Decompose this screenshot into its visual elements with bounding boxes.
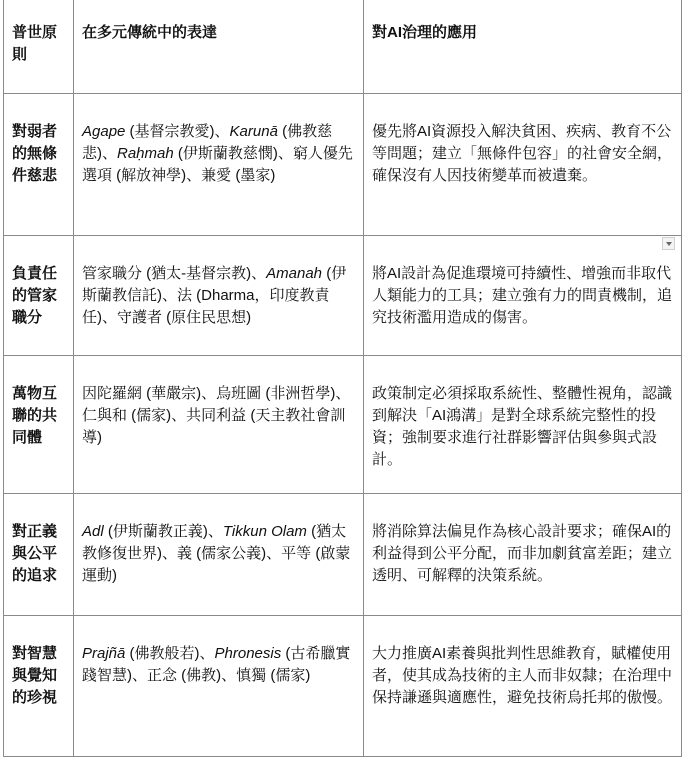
- principle-cell: 對弱者的無條件慈悲: [4, 94, 74, 236]
- expression-text: (基督宗教愛)、: [125, 123, 230, 140]
- expression-term-italic: Adl: [82, 523, 104, 540]
- header-application: 對AI治理的應用: [364, 0, 682, 94]
- application-cell: 優先將AI資源投入解決貧困、疾病、教育不公等問題；建立「無條件包容」的社會安全網，確保沒有人因技術變革而被遺棄。: [364, 94, 682, 236]
- expression-text: (伊斯蘭教信託)、法 (Dharma，印度教責任)、守護者 (原住民思想): [82, 265, 347, 326]
- header-expression: 在多元傳統中的表達: [74, 0, 364, 94]
- principle-cell: 對正義與公平的追求: [4, 494, 74, 616]
- expression-cell: [74, 616, 364, 757]
- expression-text: (伊斯蘭教慈憫)、窮人優先選項 (解放神學)、兼愛 (墨家): [82, 145, 353, 184]
- table-row: [4, 494, 682, 616]
- cell-dropdown-chevron-down-icon[interactable]: [662, 237, 675, 250]
- principle-cell: 萬物互聯的共同體: [4, 356, 74, 494]
- header-principle: 普世原則: [4, 0, 74, 94]
- application-cell: 大力推廣AI素養與批判性思維教育，賦權使用者，使其成為技術的主人而非奴隸；在治理中保持謙遜與適應性，避免技術烏托邦的傲慢。: [364, 616, 682, 757]
- expression-text: (猶太教修復世界)、義 (儒家公義)、平等 (啟蒙運動): [82, 523, 351, 584]
- expression-term-italic: Tikkun Olam: [222, 523, 307, 540]
- table-header-row: [4, 0, 682, 94]
- application-cell: 將消除算法偏見作為核心設計要求；確保AI的利益得到公平分配，而非加劇貧富差距；建立透明、可解釋的決策系統。: [364, 494, 682, 616]
- expression-cell: [74, 494, 364, 616]
- expression-term-italic: Amanah: [266, 265, 323, 282]
- expression-cell: [74, 94, 364, 236]
- expression-text: 管家職分 (猶太-基督宗教)、: [82, 265, 267, 282]
- principles-table: [3, 0, 682, 757]
- table-row: [4, 356, 682, 494]
- application-cell: 政策制定必須採取系統性、整體性視角，認識到解決「AI鴻溝」是對全球系統完整性的投資；強制要求進行社群影響評估與參與式設計。: [364, 356, 682, 494]
- expression-text: (佛教慈悲)、: [82, 123, 333, 162]
- expression-cell: [74, 236, 364, 356]
- expression-text: (佛教般若)、: [125, 645, 215, 662]
- expression-text: (伊斯蘭教正義)、: [103, 523, 223, 540]
- expression-term-italic: Raḥmah: [117, 145, 174, 162]
- expression-cell: [74, 356, 364, 494]
- expression-term-italic: Agape: [82, 123, 126, 140]
- table-row: [4, 94, 682, 236]
- expression-text: 因陀羅網 (華嚴宗)、烏班圖 (非洲哲學)、仁與和 (儒家)、共同利益 (天主教社會訓導): [82, 385, 351, 446]
- table-row: [4, 236, 682, 356]
- principle-cell: 負責任的管家職分: [4, 236, 74, 356]
- table-row: [4, 616, 682, 757]
- principle-cell: 對智慧與覺知的珍視: [4, 616, 74, 757]
- application-cell: 將AI設計為促進環境可持續性、增強而非取代人類能力的工具；建立強有力的問責機制，追究技術濫用造成的傷害。: [364, 236, 682, 356]
- expression-term-italic: Karunā: [229, 123, 278, 140]
- expression-term-italic: Prajñā: [82, 645, 126, 662]
- expression-text: (古希臘實踐智慧)、正念 (佛教)、慎獨 (儒家): [82, 645, 351, 684]
- expression-term-italic: Phronesis: [214, 645, 282, 662]
